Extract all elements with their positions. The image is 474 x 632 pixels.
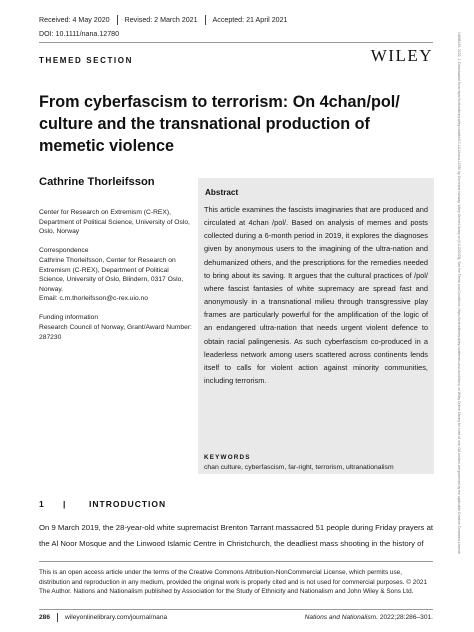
correspondence-email[interactable]: Email: c.m.thorleifsson@c-rex.uio.no (39, 295, 148, 303)
funding-heading: Funding information (39, 314, 99, 321)
page-footer (39, 613, 433, 622)
section-title: INTRODUCTION (89, 499, 167, 509)
footer-divider (57, 613, 58, 622)
margin-note-text: 14698129, 2022, 1, Downloaded from https://onlinelibrary.wiley.com/doi/10.1111/nana.12780 by Cochrane Norway, Wiley Online Library on [01/12/2023]. See the Terms and Conditions (https://onlinelibrary.wiley.com/terms-and-conditions) on Wiley Online Library for rules of use; OA articles are governed by the applicable Creative Commons License (457, 32, 461, 554)
funding-info: Research Council of Norway, Grant/Award Number: 287230 (39, 324, 192, 341)
page-number: 286 (39, 614, 51, 621)
publisher-logo: WILEY (370, 46, 433, 65)
author-name: Cathrine Thorleifsson (39, 176, 155, 188)
history-divider (117, 15, 118, 25)
section-label: THEMED SECTION (39, 56, 133, 65)
journal-citation (305, 614, 433, 621)
correspondence-block (39, 256, 195, 304)
section-number: 1 (39, 499, 45, 509)
accepted-date: Accepted: 21 April 2021 (212, 16, 288, 24)
keywords-heading: KEYWORDS (204, 454, 251, 461)
article-history (39, 15, 287, 25)
license-note: This is an open access article under the terms of the Creative Commons Attribution-NonCommercial License, which permits use, distribution and reproduction in any medium, provided the original work is properly cited and is not used for commercial purposes. © 2021 The Author. Nations and Nationalism published by Association for the Study of Ethnicity and Nationalism and John Wiley & Sons Ltd. (39, 569, 427, 596)
journal-url[interactable]: wileyonlinelibrary.com/journal/nana (65, 614, 168, 621)
article-title: From cyberfascism to terrorism: On 4chan/pol/ culture and the transnational production of memetic violence (39, 93, 400, 155)
intro-paragraph: On 9 March 2019, the 28-year-old white supremacist Brenton Tarrant massacred 51 people during Friday prayers at the Al Noor Mosque and the Linwood Islamic Centre in Christchurch, the deadliest mass shooting in the history of (39, 523, 433, 548)
license-rule (39, 561, 433, 562)
abstract-box (198, 178, 434, 474)
revised-date: Revised: 2 March 2021 (124, 16, 198, 24)
received-date: Received: 4 May 2020 (39, 16, 110, 24)
doi[interactable]: DOI: 10.1111/nana.12780 (39, 30, 120, 38)
history-divider (205, 15, 206, 25)
abstract-heading: Abstract (205, 188, 239, 197)
footer-rule (39, 609, 433, 610)
correspondence-address: Cathrine Thorleifsson, Center for Research on Extremism (C-REX), Department of Political Science, University of Oslo, Blindern, 0317 Oslo, Norway. (39, 257, 184, 293)
section-heading (39, 499, 166, 509)
download-margin-note (451, 32, 463, 612)
keywords-list: chan culture, cyberfascism, far-right, terrorism, ultranationalism (204, 464, 394, 471)
correspondence-heading: Correspondence (39, 247, 89, 254)
author-affiliation: Center for Research on Extremism (C-REX), Department of Political Science, University of Oslo, Oslo, Norway (39, 209, 190, 236)
citation-volume: 2022;28:286–301. (379, 614, 433, 621)
header-rule (39, 42, 433, 43)
section-divider: | (63, 499, 67, 509)
abstract-text: This article examines the fascists imaginaries that are produced and circulated at 4chan /pol/. Based on analysis of memes and posts collected during a 6-month period in 2019, it explores the diagnoses given by anonymous users to the imagining of the ultra-nation and dehumanized others, and the prescriptions for the remedies needed to bring about its saving. It argues that the cultural practices of /pol/ where fascist fantasies of white supremacy are spread fast and anonymously in a transnational milieu through transgressive play frames are particularly powerful for the amplification of the logic of an endangered ultra-nation that needs urgent violent defence to obtain racial palingenesis. As such cyberfascism co-produced in a leaderless network among users scattered across continents lends itself to calls for violent action against minority communities, including terrorism. (204, 205, 428, 386)
journal-name: Nations and Nationalism. (304, 614, 378, 621)
